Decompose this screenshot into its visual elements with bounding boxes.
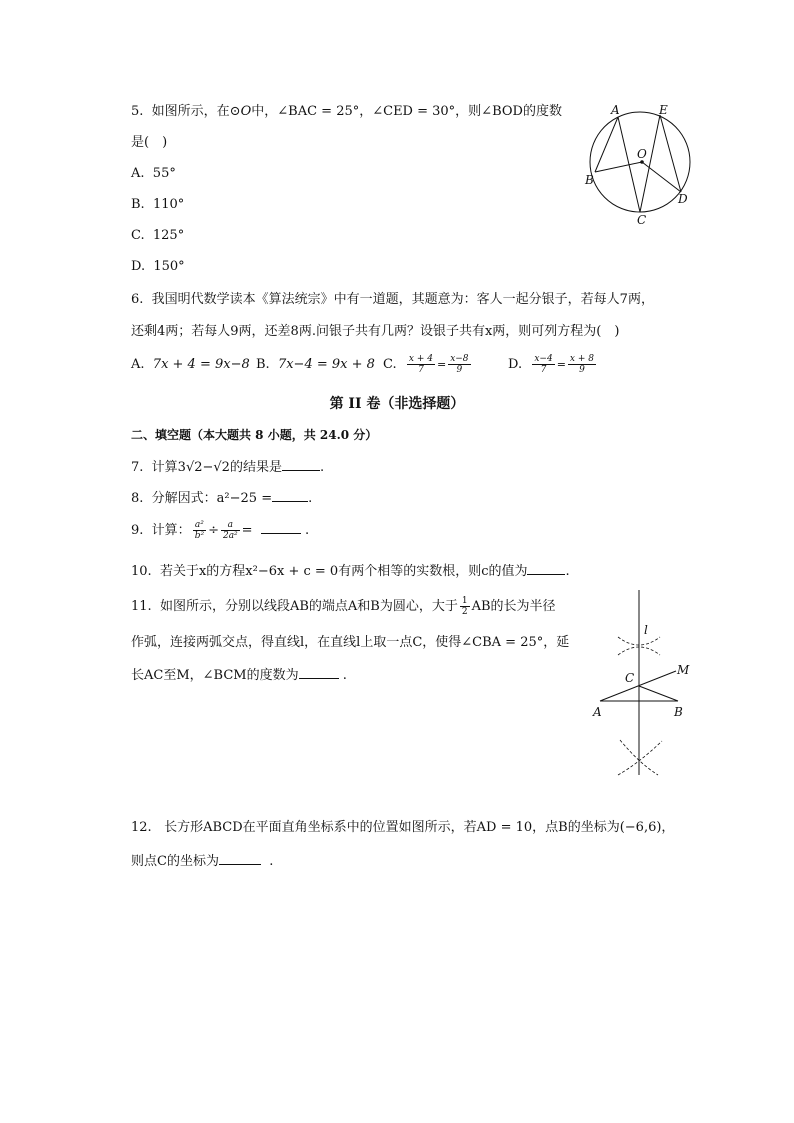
q5-label-c: C (637, 213, 647, 227)
q11-line3 (131, 664, 347, 686)
q8-number: 8. (131, 491, 144, 506)
q5-stem-b: 中，∠BAC = 25°，∠CED = 30°，则∠BOD的度数 (251, 104, 562, 119)
q5-option-c-text: 125° (152, 228, 185, 243)
q6-number: 6. (131, 292, 144, 307)
q6-stem-line1 (131, 290, 654, 310)
q6-option-b[interactable] (256, 355, 375, 375)
q10-period: . (565, 564, 570, 579)
q10-text: 若关于x的方程x²−6x + c = 0有两个相等的实数根，则c的值为 (159, 564, 528, 579)
q5-option-c[interactable] (131, 226, 184, 246)
q6-line1: 我国明代数学读本《算法统宗》中有一道题，其题意为：客人一起分银子，若每人7两， (151, 292, 654, 307)
q12-answer-blank[interactable] (219, 850, 261, 865)
q11-ray-acm (600, 671, 676, 701)
q6-option-c-den2: 9 (456, 365, 463, 375)
q5-option-b-label: B. (131, 197, 145, 212)
q5-option-a-text: 55° (152, 166, 176, 181)
q11-seg-cb (639, 686, 678, 701)
q6-option-d-num1: x−4 (534, 354, 553, 364)
q11-label-a: A (593, 705, 602, 719)
q6-option-d-num2: x + 8 (569, 354, 594, 364)
q5-option-a-label: A. (131, 166, 145, 181)
q12-number: 12. (131, 820, 152, 835)
q6-option-c[interactable] (383, 352, 473, 378)
q5-seg-bo (595, 162, 642, 172)
q11-label-c: C (625, 671, 635, 685)
q6-option-d-frac2 (568, 354, 596, 375)
q9-answer-blank[interactable] (261, 519, 301, 534)
q11-label-b: B (674, 705, 683, 719)
q10 (131, 560, 570, 582)
q5-label-b: B (585, 173, 594, 187)
q8 (131, 487, 312, 509)
q11-label-l: l (644, 623, 648, 637)
q5-label-o: O (637, 147, 647, 161)
q12-period: . (269, 854, 274, 869)
q11-line1 (131, 594, 556, 620)
q5-circle-figure (580, 100, 700, 230)
q12-line1 (131, 818, 674, 838)
q6-option-c-num1: x + 4 (408, 354, 433, 364)
section-heading: 二、填空题（本大题共 8 小题，共 24.0 分） (131, 428, 378, 442)
q8-text: 分解因式：a²−25 = (151, 491, 273, 506)
q6-option-b-label: B. (256, 357, 270, 372)
q5-option-b[interactable] (131, 195, 184, 215)
q7-number: 7. (131, 460, 144, 475)
q5-seg-od (642, 162, 681, 192)
q11-period: . (342, 668, 347, 683)
q6-option-d-frac1 (532, 354, 554, 375)
q11-construction-figure (588, 585, 698, 780)
q12-line1-text: 长方形ABCD在平面直角坐标系中的位置如图所示，若AD = 10，点B的坐标为(−6,6)， (164, 820, 675, 835)
q5-label-a: A (611, 103, 620, 117)
q11-line1-a: 如图所示，分别以线段AB的端点A和B为圆心，大于 (159, 599, 458, 614)
q5-seg-ec (640, 115, 660, 212)
q5-seg-ed (660, 115, 681, 192)
q6-option-c-den1: 7 (418, 365, 424, 375)
q5-option-a[interactable] (131, 164, 176, 184)
q11-line2: 作弧，连接两弧交点，得直线l，在直线l上取一点C，使得∠CBA = 25°，延 (131, 635, 570, 650)
q6-option-c-eq: = (436, 358, 447, 371)
q5-label-e: E (659, 103, 668, 117)
q9-den1: b² (194, 531, 205, 541)
q5-stem-line1 (131, 102, 562, 122)
q7-text: 计算3√2−√2的结果是 (151, 460, 282, 475)
q6-option-d-den1: 7 (540, 365, 547, 375)
q12-line2-text: 则点C的坐标为 (131, 854, 219, 869)
q6-option-d[interactable] (508, 352, 598, 378)
part2-title: 第 II 卷（非选择题） (329, 396, 465, 412)
q9-num2: a (221, 520, 240, 531)
q10-number: 10. (131, 564, 152, 579)
q10-answer-blank[interactable] (527, 560, 565, 575)
q7-answer-blank[interactable] (282, 456, 320, 471)
q6-option-d-eq: = (556, 358, 566, 371)
q9-frac1 (193, 520, 206, 541)
q8-period: . (308, 491, 313, 506)
q6-option-a-label: A. (131, 357, 145, 372)
q11-lower-arc-2 (618, 741, 662, 775)
q6-stem-line2: 还剩4两；若每人9两，还差8两.问银子共有几两？设银子共有x两，则可列方程为( ) (131, 324, 620, 339)
q5-option-c-label: C. (131, 228, 145, 243)
q6-option-c-frac2 (448, 354, 470, 375)
q7 (131, 456, 324, 478)
q9-frac2 (221, 520, 240, 541)
q11-line1-b: AB的长为半径 (471, 599, 556, 614)
q5-option-b-text: 110° (152, 197, 185, 212)
q5-stem-a: 如图所示，在⊙ (151, 104, 241, 119)
q8-answer-blank[interactable] (272, 487, 308, 502)
q6-option-a[interactable] (131, 355, 250, 375)
q11-half-den: 2 (461, 607, 468, 617)
q6-option-c-num2: x−8 (450, 354, 469, 364)
q5-option-d[interactable] (131, 257, 185, 277)
q5-number: 5. (131, 104, 144, 119)
q11-label-m: M (677, 663, 690, 677)
q5-circle-o: O (240, 104, 252, 119)
q6-option-c-frac1 (407, 354, 435, 375)
q5-label-d: D (678, 192, 688, 206)
q9-equals: = (241, 523, 253, 538)
q11-answer-blank[interactable] (299, 664, 339, 679)
q9 (131, 518, 309, 544)
q9-period: . (304, 523, 310, 538)
q5-stem-line2: 是( ) (131, 135, 168, 150)
q6-option-d-label: D. (508, 357, 523, 372)
q6-option-b-text: 7x−4 = 9x + 8 (277, 357, 375, 372)
q11-line3-a: 长AC至M，∠BCM的度数为 (131, 668, 299, 683)
q12-line2 (131, 850, 273, 872)
q11-number: 11. (131, 599, 152, 614)
q5-option-d-label: D. (131, 259, 146, 274)
q9-divide: ÷ (208, 523, 219, 538)
q11-half (460, 596, 470, 617)
q7-period: . (319, 460, 325, 475)
q6-option-c-label: C. (383, 357, 397, 372)
q5-option-d-text: 150° (153, 259, 185, 274)
q6-option-a-text: 7x + 4 = 9x−8 (152, 357, 250, 372)
q9-num1: a² (193, 520, 206, 531)
q9-text: 计算： (151, 523, 191, 538)
q6-option-d-den2: 9 (579, 365, 585, 375)
q9-den2: 2a² (222, 531, 238, 541)
q11-half-num: 1 (461, 596, 468, 606)
q9-number: 9. (131, 523, 144, 538)
